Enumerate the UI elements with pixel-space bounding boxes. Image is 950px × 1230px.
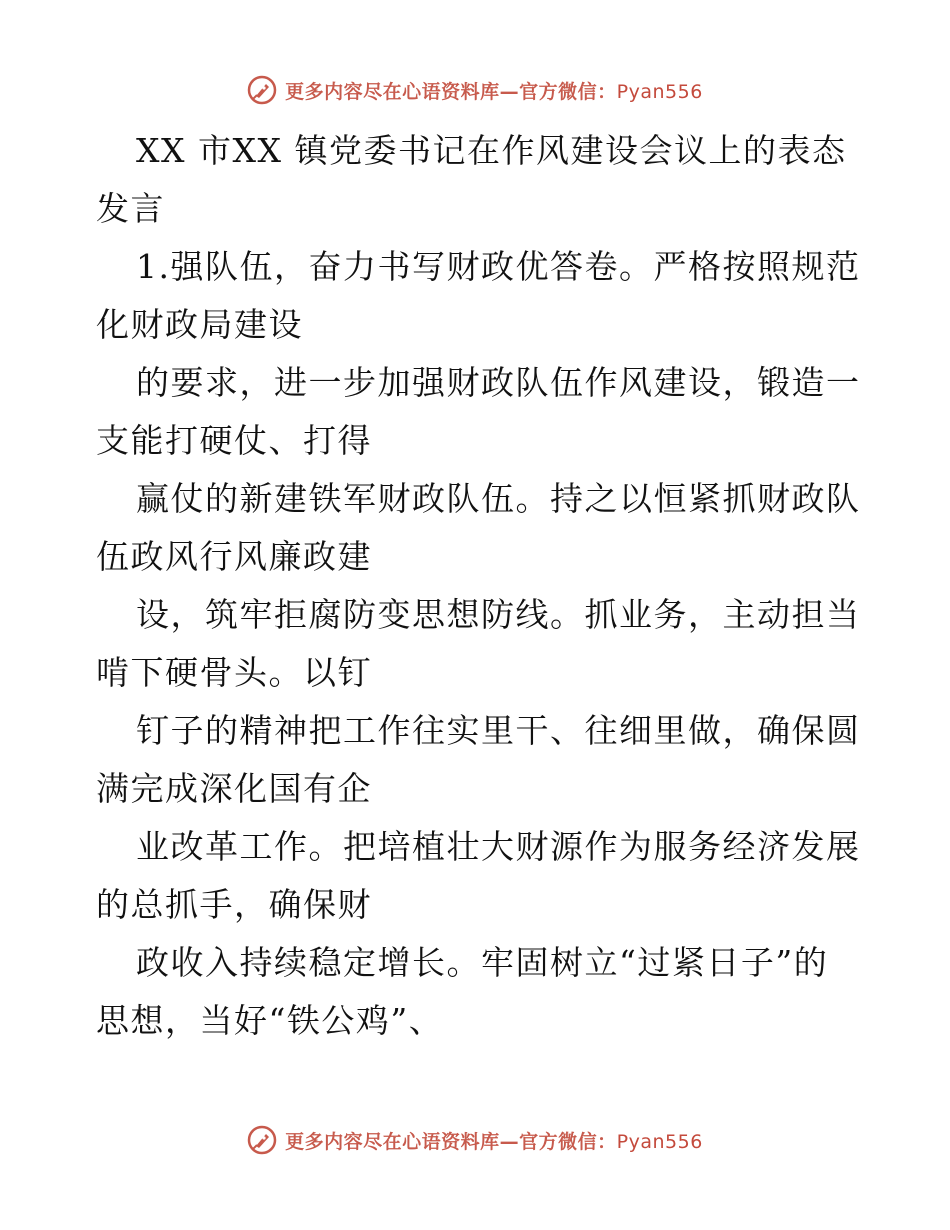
watermark-slogan: 更多内容尽在心语资料库—官方微信： (285, 1130, 617, 1153)
paragraph-line: 思想，当好“铁公鸡”、 (96, 1001, 444, 1040)
paragraph-line: 钉子的精神把工作往实里干、往细里做，确保圆 (136, 711, 861, 750)
watermark-text (285, 77, 703, 104)
watermark-handle: Pyan556 (616, 1130, 703, 1153)
paragraph-line: 啃下硬骨头。以钉 (96, 653, 372, 692)
header-watermark (0, 70, 950, 110)
document-body (96, 122, 861, 1050)
paragraph-line: 1.强队伍，奋力书写财政优答卷。严格按照规范 (136, 247, 861, 286)
paragraph-line: 满完成深化国有企 (96, 769, 372, 808)
paragraph-line: 设，筑牢拒腐防变思想防线。抓业务，主动担当 (136, 595, 861, 634)
paragraph-line: 业改革工作。把培植壮大财源作为服务经济发展 (136, 827, 861, 866)
title-line-1: XX 市XX 镇党委书记在作风建设会议上的表态 (136, 131, 847, 170)
pen-nib-logo-icon (247, 75, 277, 105)
paragraph-line: 支能打硬仗、打得 (96, 421, 372, 460)
watermark-handle: Pyan556 (616, 80, 703, 103)
watermark-slogan: 更多内容尽在心语资料库—官方微信： (285, 80, 617, 103)
paragraph-line: 伍政风行风廉政建 (96, 537, 372, 576)
footer-watermark (0, 1120, 950, 1160)
paragraph-line: 政收入持续稳定增长。牢固树立“过紧日子”的 (136, 943, 829, 982)
watermark-text (285, 1127, 703, 1154)
paragraph-line: 赢仗的新建铁军财政队伍。持之以恒紧抓财政队 (136, 479, 861, 518)
paragraph-line: 化财政局建设 (96, 305, 303, 344)
pen-nib-logo-icon (247, 1125, 277, 1155)
title-line-2: 发言 (96, 189, 165, 228)
paragraph-line: 的要求，进一步加强财政队伍作风建设，锻造一 (136, 363, 861, 402)
paragraph-line: 的总抓手，确保财 (96, 885, 372, 924)
